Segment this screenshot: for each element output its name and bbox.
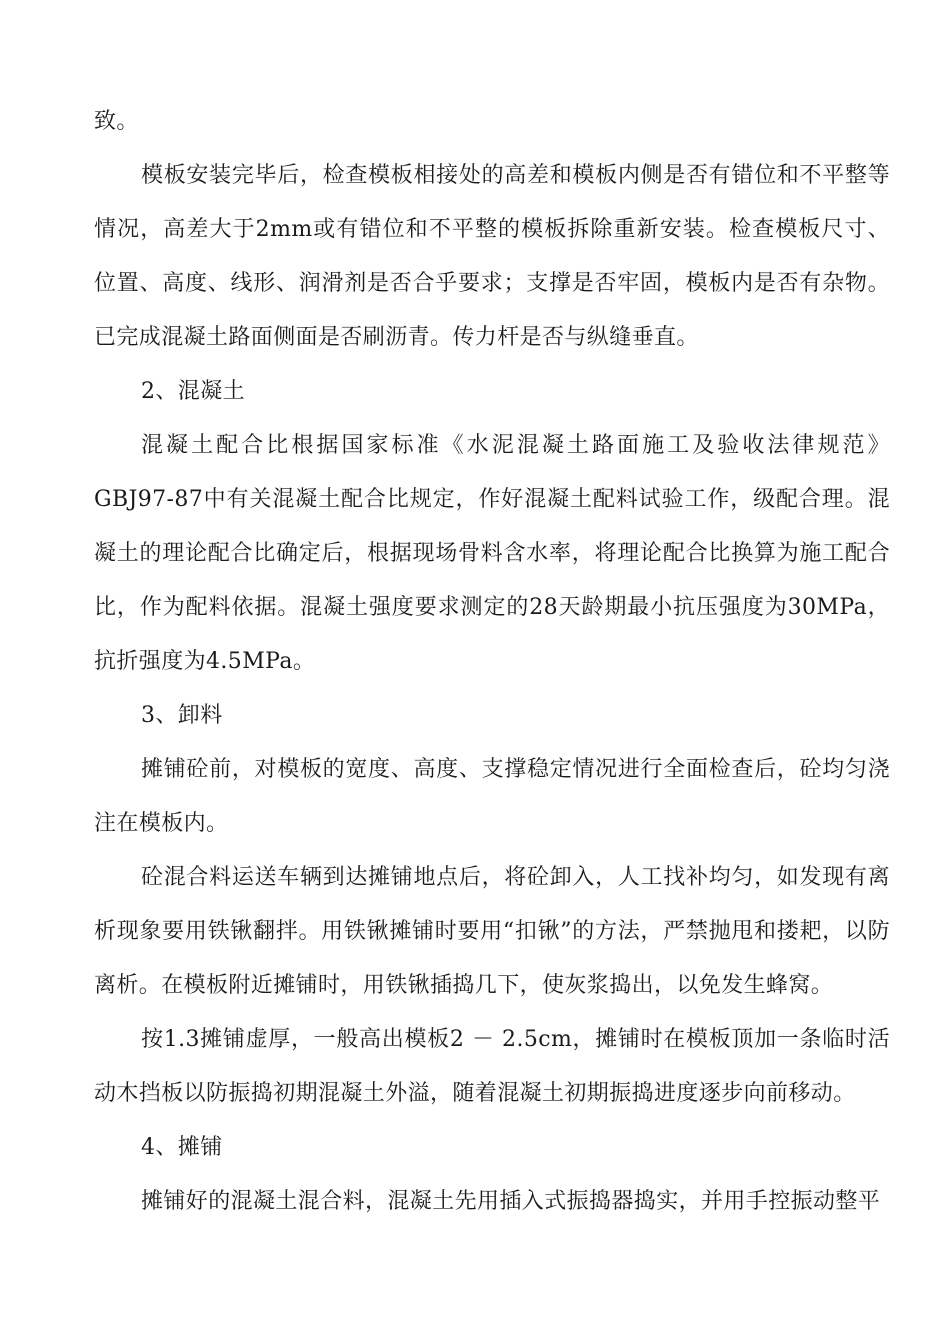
paragraph-unloading-method: 砼混合料运送车辆到达摊铺地点后，将砼卸入，人工找补均匀，如发现有离析现象要用铁锹翻拌。用铁锹摊铺时要用“扣锹”的方法，严禁抛甩和搂耙，以防离析。在模板附近摊铺时，用铁锹插捣几下，使灰浆捣出，以免发生蜂窝。 xyxy=(94,865,890,998)
section-heading-paving: 4、摊铺 xyxy=(141,1135,223,1160)
paragraph-continuation: 致。 xyxy=(94,109,139,134)
paragraph-mix-ratio: 混凝土配合比根据国家标准《水泥混凝土路面施工及验收法律规范》GBJ97-87中有关混凝土配合比规定，作好混凝土配料试验工作，级配合理。混凝土的理论配合比确定后，根据现场骨料含水率，将理论配合比换算为施工配合比，作为配料依据。混凝土强度要求测定的28天龄期最小抗压强度为30MPa，抗折强度为4.5MPa。 xyxy=(94,433,890,674)
section-heading-unloading: 3、卸料 xyxy=(141,703,223,728)
section-heading-concrete: 2、混凝土 xyxy=(141,379,245,404)
paragraph-vibration: 摊铺好的混凝土混合料，混凝土先用插入式振捣器捣实，并用手控振动整平 xyxy=(141,1189,881,1214)
paragraph-loose-thickness: 按1.3摊铺虚厚，一般高出模板2 － 2.5cm，摊铺时在模板顶加一条临时活动木挡板以防振捣初期混凝土外溢，随着混凝土初期振捣进度逐步向前移动。 xyxy=(94,1027,890,1106)
paragraph-formwork-inspection: 模板安装完毕后，检查模板相接处的高差和模板内侧是否有错位和不平整等情况，高差大于2mm或有错位和不平整的模板拆除重新安装。检查模板尺寸、位置、高度、线形、润滑剂是否合乎要求；支撑是否牢固，模板内是否有杂物。已完成混凝土路面侧面是否刷沥青。传力杆是否与纵缝垂直。 xyxy=(94,163,890,350)
paragraph-pre-paving-check: 摊铺砼前，对模板的宽度、高度、支撑稳定情况进行全面检查后，砼均匀浇注在模板内。 xyxy=(94,757,890,836)
